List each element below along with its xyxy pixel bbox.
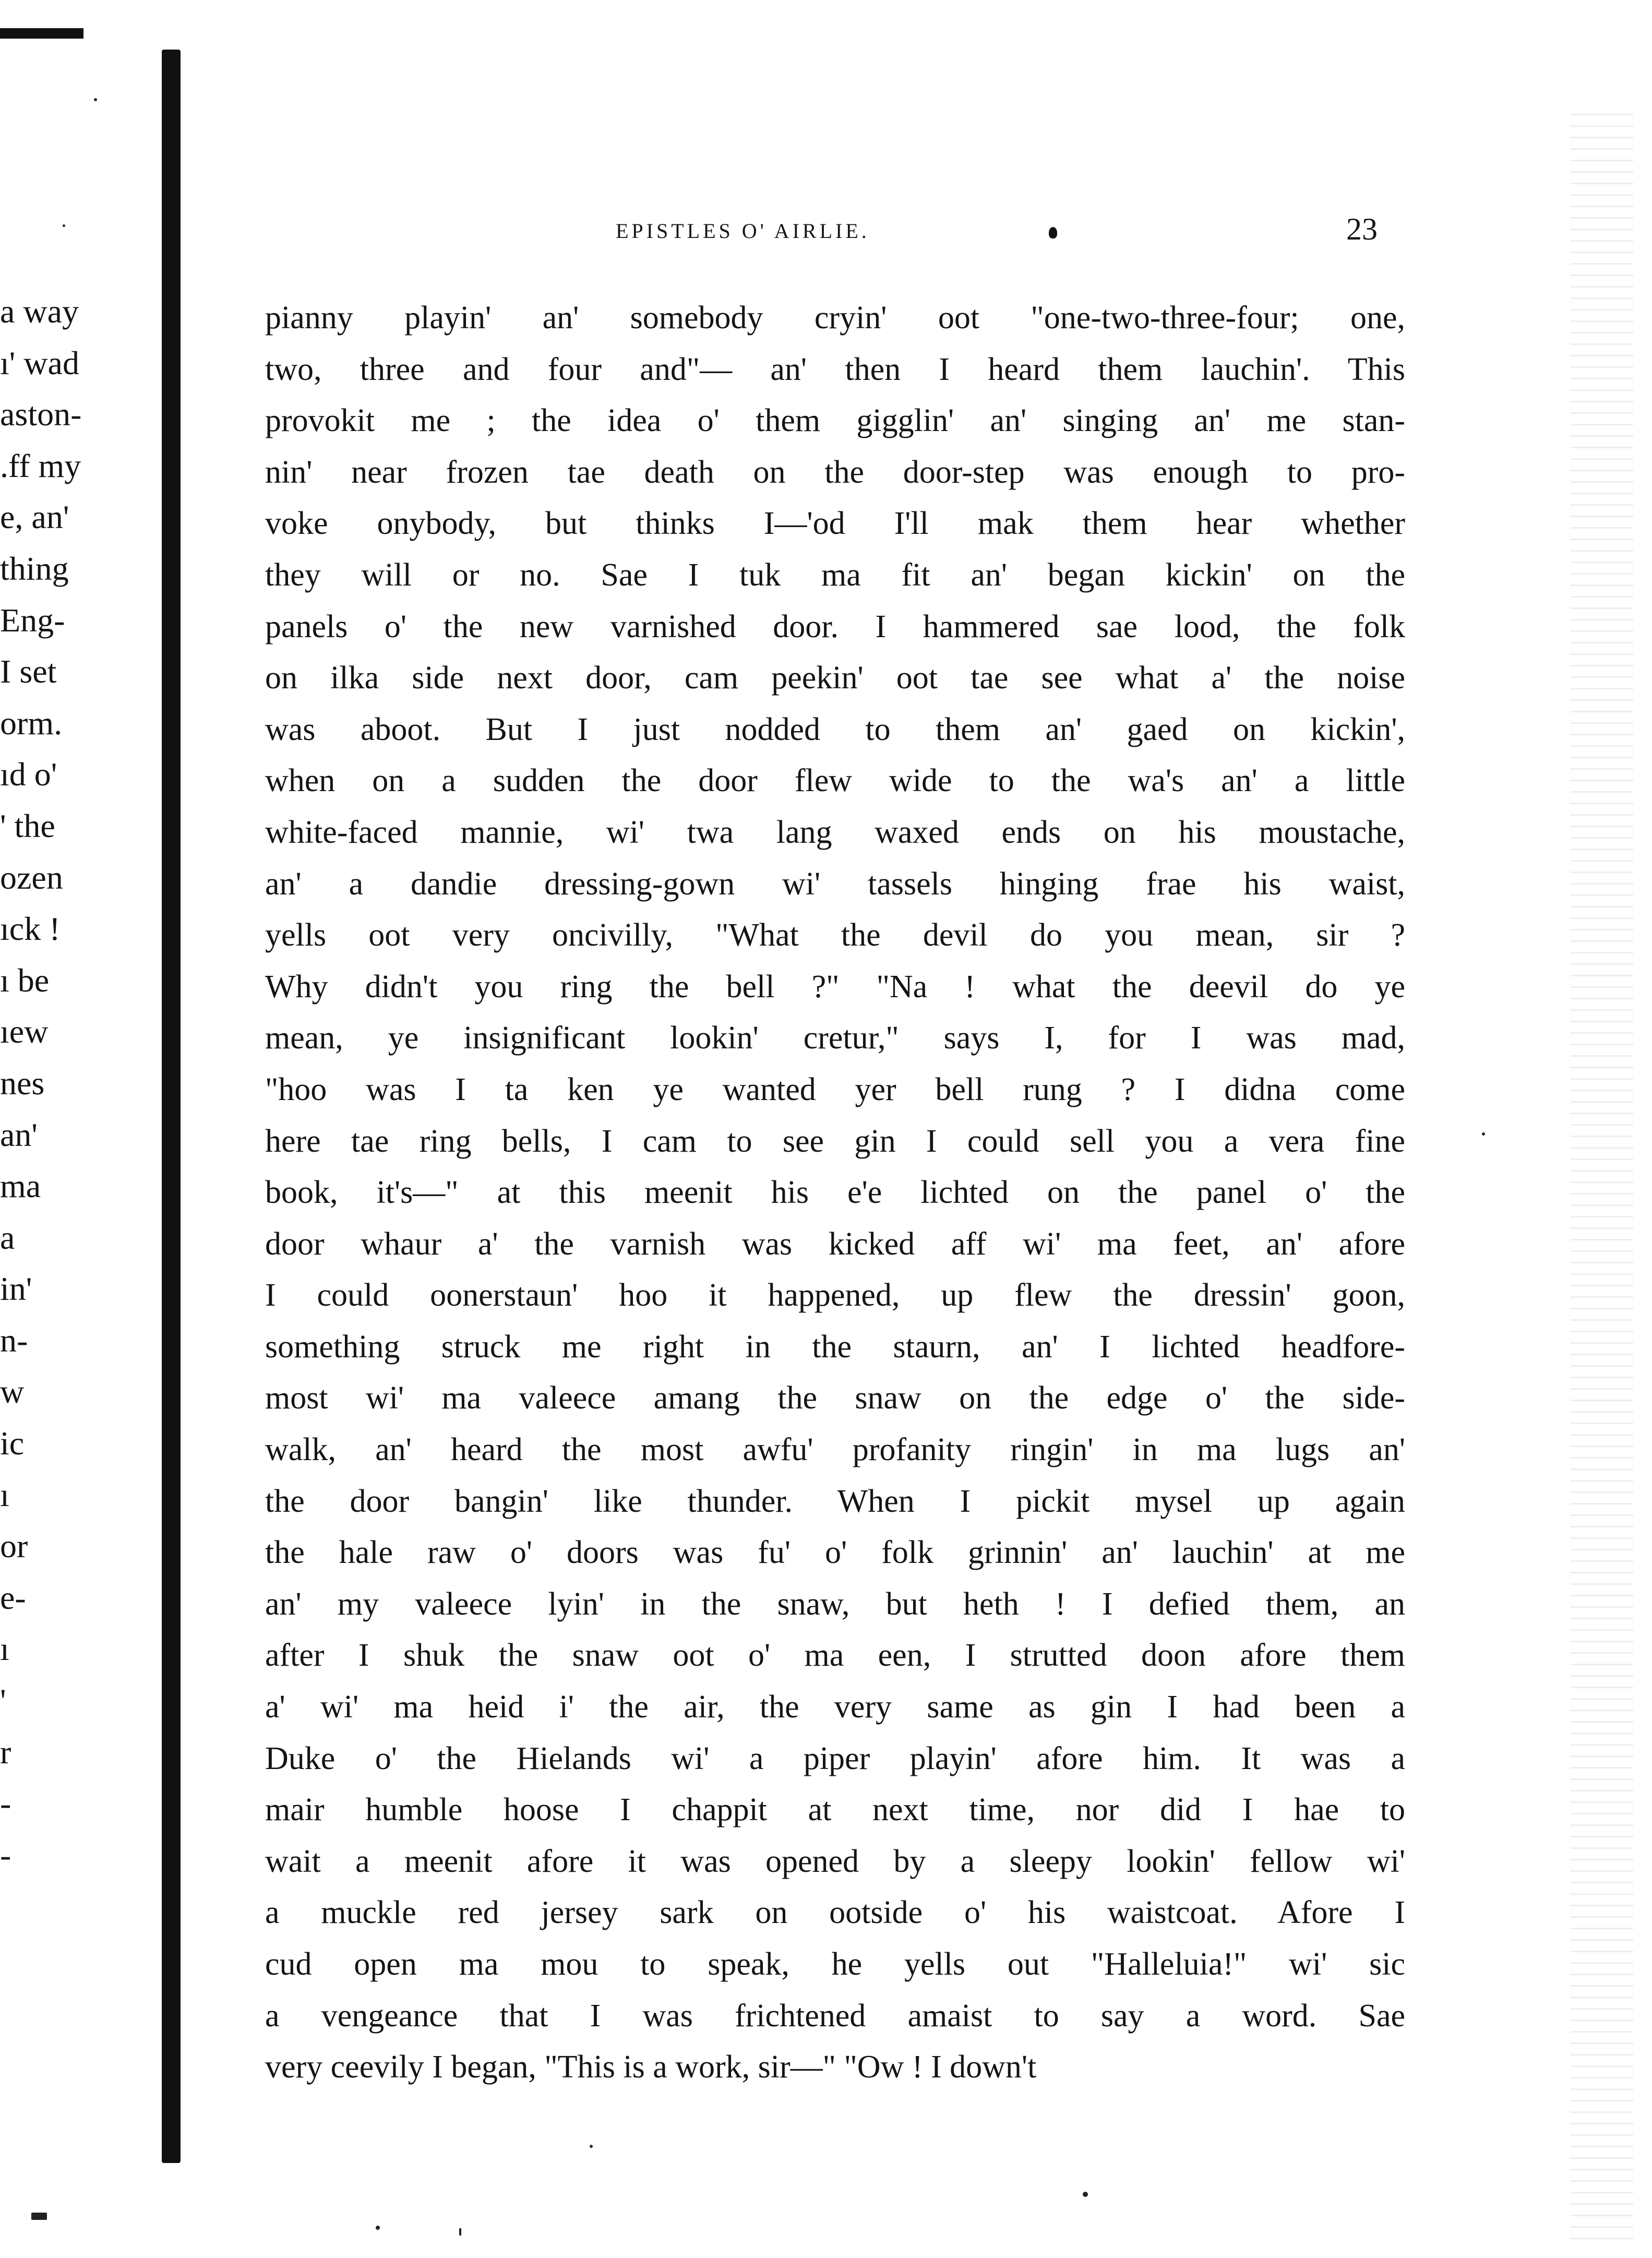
text-line: the hale raw o' doors was fu' o' folk grinnin' an' lauchin' at me [265, 1535, 1405, 1571]
text-line: voke onybody, but thinks I—'od I'll mak them hear whether [265, 506, 1405, 542]
facing-page-fragments [0, 286, 157, 1881]
running-head [616, 211, 1388, 258]
text-line: cud open ma mou to speak, he yells out "Halleluia!" wi' sic [265, 1946, 1405, 1982]
facing-page-fragment: Eng- [0, 601, 65, 639]
text-line: mair humble hoose I chappit at next time, nor did I hae to [265, 1792, 1405, 1828]
text-line: on ilka side next door, cam peekin' oot tae see what a' the noise [265, 660, 1405, 696]
facing-page-fragment: - [0, 1836, 11, 1873]
body-text [265, 292, 1405, 2093]
scan-speck [1083, 2192, 1088, 2197]
facing-page-fragment: an' [0, 1116, 38, 1153]
text-line: here tae ring bells, I cam to see gin I could sell you a vera fine [265, 1123, 1405, 1159]
text-line: the door bangin' like thunder. When I pickit mysel up again [265, 1483, 1405, 1519]
facing-page-fragment: nes [0, 1064, 45, 1102]
facing-page-fragment: a way [0, 293, 79, 330]
scan-speck [459, 2228, 461, 2236]
text-line: pianny playin' an' somebody cryin' oot "one-two-three-four; one, [265, 300, 1405, 336]
facing-page-fragment: ıew [0, 1013, 49, 1050]
facing-page-fragment: ı' wad [0, 344, 79, 381]
text-line: very ceevily I began, "This is a work, sir—" "Ow ! I down't [265, 2049, 1037, 2085]
facing-page-fragment: - [0, 1785, 11, 1822]
text-line: after I shuk the snaw oot o' ma een, I strutted doon afore them [265, 1638, 1405, 1674]
facing-page-fragment: I set [0, 653, 57, 690]
running-title: EPISTLES O' AIRLIE. [616, 219, 870, 243]
scan-speck [376, 2226, 380, 2230]
text-line: a muckle red jersey sark on ootside o' his waistcoat. Afore I [265, 1895, 1405, 1931]
scan-speck [63, 224, 65, 227]
facing-page-fragment: n- [0, 1321, 28, 1359]
facing-page-fragment: ıck ! [0, 910, 61, 948]
text-line: most wi' ma valeece amang the snaw on the edge o' the side- [265, 1380, 1405, 1416]
text-line: was aboot. But I just nodded to them an' gaed on kickin', [265, 711, 1405, 747]
facing-page-fragment: r [0, 1733, 11, 1771]
ornament-bullet-icon [1049, 227, 1057, 238]
text-line: panels o' the new varnished door. I hammered sae lood, the folk [265, 608, 1405, 644]
text-line: a vengeance that I was frichtened amaist to say a word. Sae [265, 1998, 1405, 2034]
text-line: Why didn't you ring the bell ?" "Na ! what the deevil do ye [265, 969, 1405, 1005]
text-line: something struck me right in the staurn, an' I lichted headfore- [265, 1329, 1405, 1365]
facing-page-fragment: aston- [0, 396, 82, 433]
facing-page-fragment: or [0, 1527, 28, 1565]
facing-page-fragment: ozen [0, 858, 63, 896]
facing-page-fragment: ic [0, 1425, 25, 1462]
text-line: "hoo was I ta ken ye wanted yer bell rung ? I didna come [265, 1071, 1405, 1107]
text-line: I could oonerstaun' hoo it happened, up flew the dressin' goon, [265, 1277, 1405, 1313]
scan-speck [31, 2213, 47, 2220]
facing-page-fragment: ı [0, 1476, 9, 1513]
facing-page-fragment: e, an' [0, 498, 69, 536]
scan-speck [1482, 1132, 1485, 1136]
text-line: book, it's—" at this meenit his e'e lichted on the panel o' the [265, 1175, 1405, 1211]
text-line: they will or no. Sae I tuk ma fit an' began kickin' on the [265, 557, 1405, 593]
text-line: an' a dandie dressing-gown wi' tassels hinging frae his waist, [265, 866, 1405, 902]
facing-page-fragment: a [0, 1218, 15, 1256]
page-number: 23 [1346, 212, 1378, 246]
facing-page-fragment: ı [0, 1630, 9, 1668]
text-line: nin' near frozen tae death on the door-step was enough to pro- [265, 454, 1405, 490]
text-line: two, three and four and"— an' then I heard them lauchin'. This [265, 351, 1405, 387]
facing-page-fragment: w [0, 1373, 25, 1411]
text-line: mean, ye insignificant lookin' cretur," says I, for I was mad, [265, 1020, 1405, 1056]
text-line: walk, an' heard the most awfu' profanity ringin' in ma lugs an' [265, 1432, 1405, 1468]
facing-page-fragment: orm. [0, 704, 63, 742]
scan-speck [590, 2145, 593, 2148]
scan-speck [94, 98, 97, 101]
facing-page-fragment: e- [0, 1579, 26, 1616]
text-line: door whaur a' the varnish was kicked aff wi' ma feet, an' afore [265, 1226, 1405, 1262]
text-line: wait a meenit afore it was opened by a sleepy lookin' fellow wi' [265, 1843, 1405, 1879]
book-gutter-shadow [162, 50, 181, 2163]
facing-page-fragment: ' the [0, 807, 55, 844]
scan-edge-mark [0, 28, 83, 39]
facing-page-fragment: ıd o' [0, 756, 57, 793]
facing-page-fragment: in' [0, 1270, 32, 1308]
facing-page-fragment: ı be [0, 961, 50, 999]
facing-page-fragment: .ff my [0, 447, 81, 484]
text-line: white-faced mannie, wi' twa lang waxed ends on his moustache, [265, 814, 1405, 850]
text-line: when on a sudden the door flew wide to the wa's an' a little [265, 763, 1405, 799]
facing-page-fragment: ' [0, 1682, 6, 1719]
text-line: an' my valeece lyin' in the snaw, but heth ! I defied them, an [265, 1586, 1405, 1622]
facing-page-fragment: ma [0, 1167, 41, 1205]
text-line: provokit me ; the idea o' them gigglin' an' singing an' me stan- [265, 403, 1405, 439]
text-line: Duke o' the Hielands wi' a piper playin' afore him. It was a [265, 1740, 1405, 1776]
text-line: a' wi' ma heid i' the air, the very same as gin I had been a [265, 1689, 1405, 1725]
scan-edge-noise [1571, 104, 1633, 2244]
facing-page-fragment: thing [0, 549, 69, 587]
text-line: yells oot very oncivilly, "What the devil do you mean, sir ? [265, 917, 1405, 953]
